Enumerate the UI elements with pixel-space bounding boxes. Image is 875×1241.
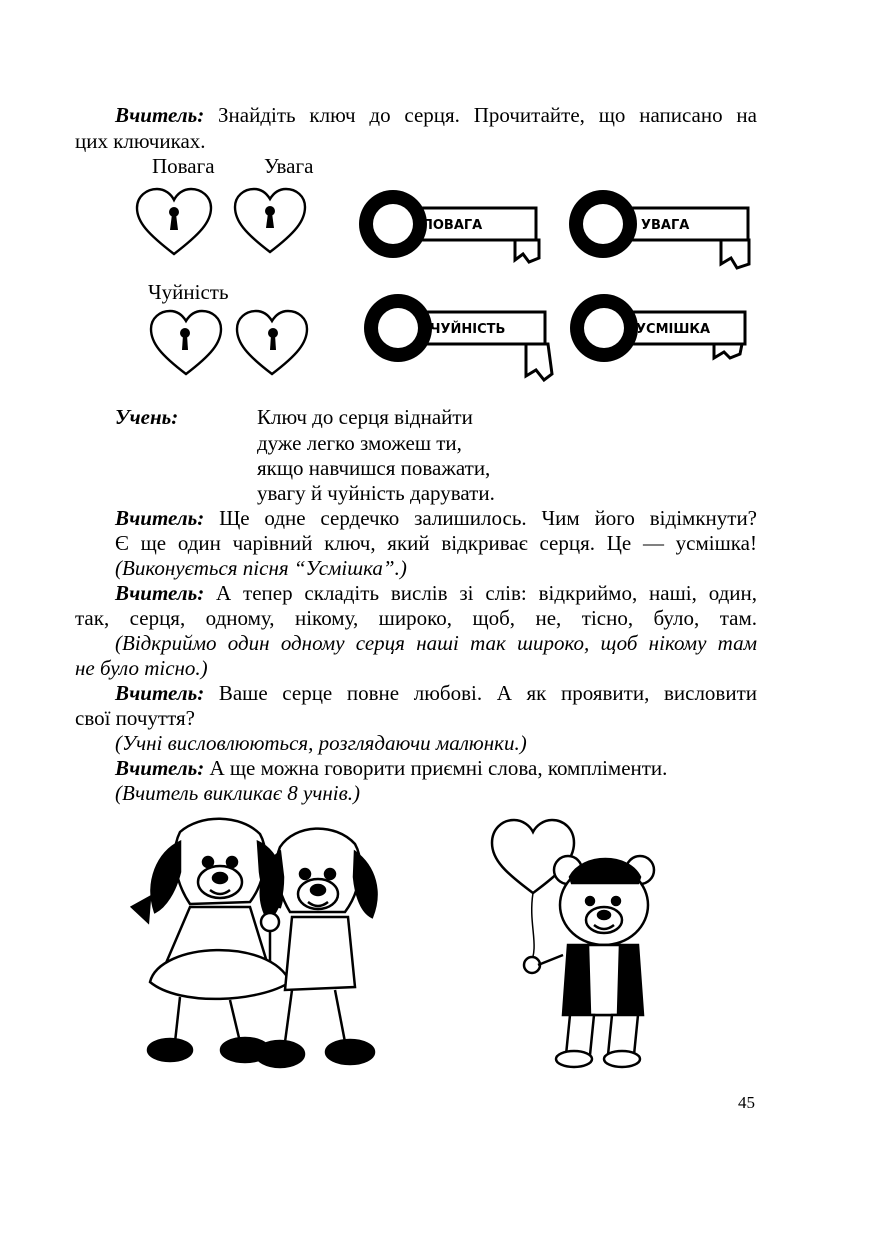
dialog-line: свої почуття? [75, 706, 195, 730]
speaker-label: Вчитель: [115, 506, 205, 530]
key-label: ЧУЙНІСТЬ [430, 322, 506, 337]
speaker-label: Вчитель: [115, 756, 205, 780]
dialog-line [115, 506, 757, 530]
stage-note: (Вчитель викликає 8 учнів.) [115, 781, 360, 805]
intro-line-2: цих ключиках. [75, 129, 206, 153]
poem-line: якщо навчишся поважати, [257, 456, 491, 480]
heart-lock-icon [148, 310, 224, 378]
dialog-line: так, серця, одному, нікому, широко, щоб, не, тісно, було, там. [75, 606, 757, 630]
heart-label-uvaha: Увага [264, 154, 314, 178]
intro-line-1 [115, 103, 757, 127]
heart-lock-icon [134, 188, 214, 258]
key-label: УСМІШКА [636, 322, 711, 337]
stage-note: (Виконується пісня “Усмішка”.) [115, 556, 407, 580]
key-usmishka-icon [566, 292, 756, 372]
speaker-label: Учень: [115, 405, 179, 429]
heart-label-povaha: Повага [152, 154, 215, 178]
key-uvaha-icon [565, 188, 755, 268]
heart-label-chuinist: Чуйність [148, 280, 229, 304]
speaker-label: Вчитель: [115, 681, 205, 705]
dialog-text: А ще можна говорити приємні слова, компліменти. [204, 756, 668, 780]
stage-note: (Відкриймо один одному серця наші так широко, щоб нікому там [115, 631, 757, 655]
poem-line: дуже легко зможеш ти, [257, 431, 462, 455]
intro-text: Знайдіть ключ до серця. Прочитайте, що написано на [204, 103, 757, 127]
key-label: УВАГА [641, 218, 690, 233]
bear-with-balloon-illustration [488, 815, 668, 1075]
heart-lock-icon [232, 188, 308, 256]
dialog-text: А тепер складіть вислів зі слів: відкриймо, наші, один, [204, 581, 757, 605]
dialog-text: Ваше серце повне любові. А як проявити, висловити [204, 681, 757, 705]
speaker-label: Вчитель: [115, 581, 205, 605]
page-number: 45 [738, 1093, 755, 1112]
puppies-illustration [120, 812, 390, 1082]
key-label: ПОВАГА [422, 218, 483, 233]
poem-line: Ключ до серця віднайти [257, 405, 473, 429]
heart-lock-icon [234, 310, 310, 378]
key-chuinist-icon [360, 292, 560, 382]
dialog-line [115, 681, 757, 705]
poem-line: увагу й чуйність дарувати. [257, 481, 495, 505]
dialog-line [115, 756, 667, 780]
dialog-text: Ще одне сердечко залишилось. Чим його відімкнути? [204, 506, 757, 530]
key-povaha-icon [355, 188, 545, 268]
speaker-label: Вчитель: [115, 103, 205, 127]
dialog-line [115, 581, 757, 605]
dialog-line: Є ще один чарівний ключ, який відкриває серця. Це — усмішка! [115, 531, 757, 555]
stage-note: не було тісно.) [75, 656, 208, 680]
stage-note: (Учні висловлюються, розглядаючи малюнки.) [115, 731, 527, 755]
